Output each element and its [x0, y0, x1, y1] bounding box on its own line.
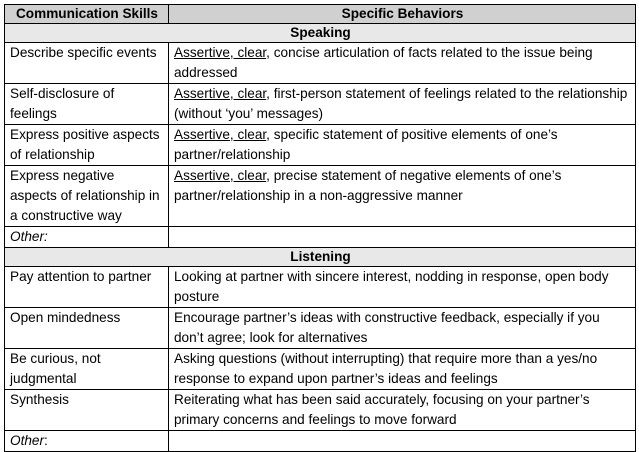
table-row	[5, 308, 636, 349]
section-row-listening	[5, 248, 636, 267]
header-communication-skills: Communication Skills	[5, 5, 169, 24]
header-row	[5, 5, 636, 24]
behavior-text: , concise articulation of facts related to the issue being addressed	[174, 45, 593, 80]
table-row	[5, 43, 636, 84]
behavior-cell	[169, 125, 636, 166]
skill-cell: Express negative aspects of relationship in a constructive way	[5, 166, 169, 227]
behavior-text: , first-person statement of feelings related to the relationship (without ‘you’ messages)	[174, 86, 628, 121]
behavior-text: , precise statement of negative elements of one’s partner/relationship in a non-aggressive manner	[174, 168, 562, 203]
table-row-other	[5, 227, 636, 248]
skill-cell: Self-disclosure of feelings	[5, 84, 169, 125]
emphasis-text: Assertive, clear	[174, 127, 267, 142]
table-row	[5, 390, 636, 431]
table-row	[5, 349, 636, 390]
other-cell: Other:	[5, 227, 169, 248]
section-title-listening: Listening	[5, 248, 636, 267]
table-row-other	[5, 431, 636, 452]
communication-skills-table	[4, 4, 636, 452]
emphasis-text: Assertive, clear	[174, 45, 267, 60]
behavior-cell: Looking at partner with sincere interest, nodding in response, open body posture	[169, 267, 636, 308]
behavior-cell: Reiterating what has been said accurately, focusing on your partner’s primary concerns and feelings to move forward	[169, 390, 636, 431]
behavior-cell	[169, 166, 636, 227]
emphasis-text: Assertive, clear	[174, 168, 267, 183]
table-row	[5, 166, 636, 227]
skill-cell: Pay attention to partner	[5, 267, 169, 308]
table-row	[5, 84, 636, 125]
behavior-text: , specific statement of positive elements of one’s partner/relationship	[174, 127, 558, 162]
header-specific-behaviors: Specific Behaviors	[169, 5, 636, 24]
empty-cell	[169, 431, 636, 452]
section-row-speaking	[5, 24, 636, 43]
behavior-cell	[169, 84, 636, 125]
emphasis-text: Assertive, clear	[174, 86, 267, 101]
skill-cell: Open mindedness	[5, 308, 169, 349]
behavior-cell: Asking questions (without interrupting) that require more than a yes/no response to expand upon partner’s ideas and feelings	[169, 349, 636, 390]
empty-cell	[169, 227, 636, 248]
table-row	[5, 267, 636, 308]
skill-cell: Express positive aspects of relationship	[5, 125, 169, 166]
section-title-speaking: Speaking	[5, 24, 636, 43]
other-cell: Other:	[5, 431, 169, 452]
table-row	[5, 125, 636, 166]
behavior-cell	[169, 43, 636, 84]
skill-cell: Describe specific events	[5, 43, 169, 84]
skill-cell: Synthesis	[5, 390, 169, 431]
skill-cell: Be curious, not judgmental	[5, 349, 169, 390]
behavior-cell: Encourage partner’s ideas with constructive feedback, especially if you don’t agree; look for alternatives	[169, 308, 636, 349]
